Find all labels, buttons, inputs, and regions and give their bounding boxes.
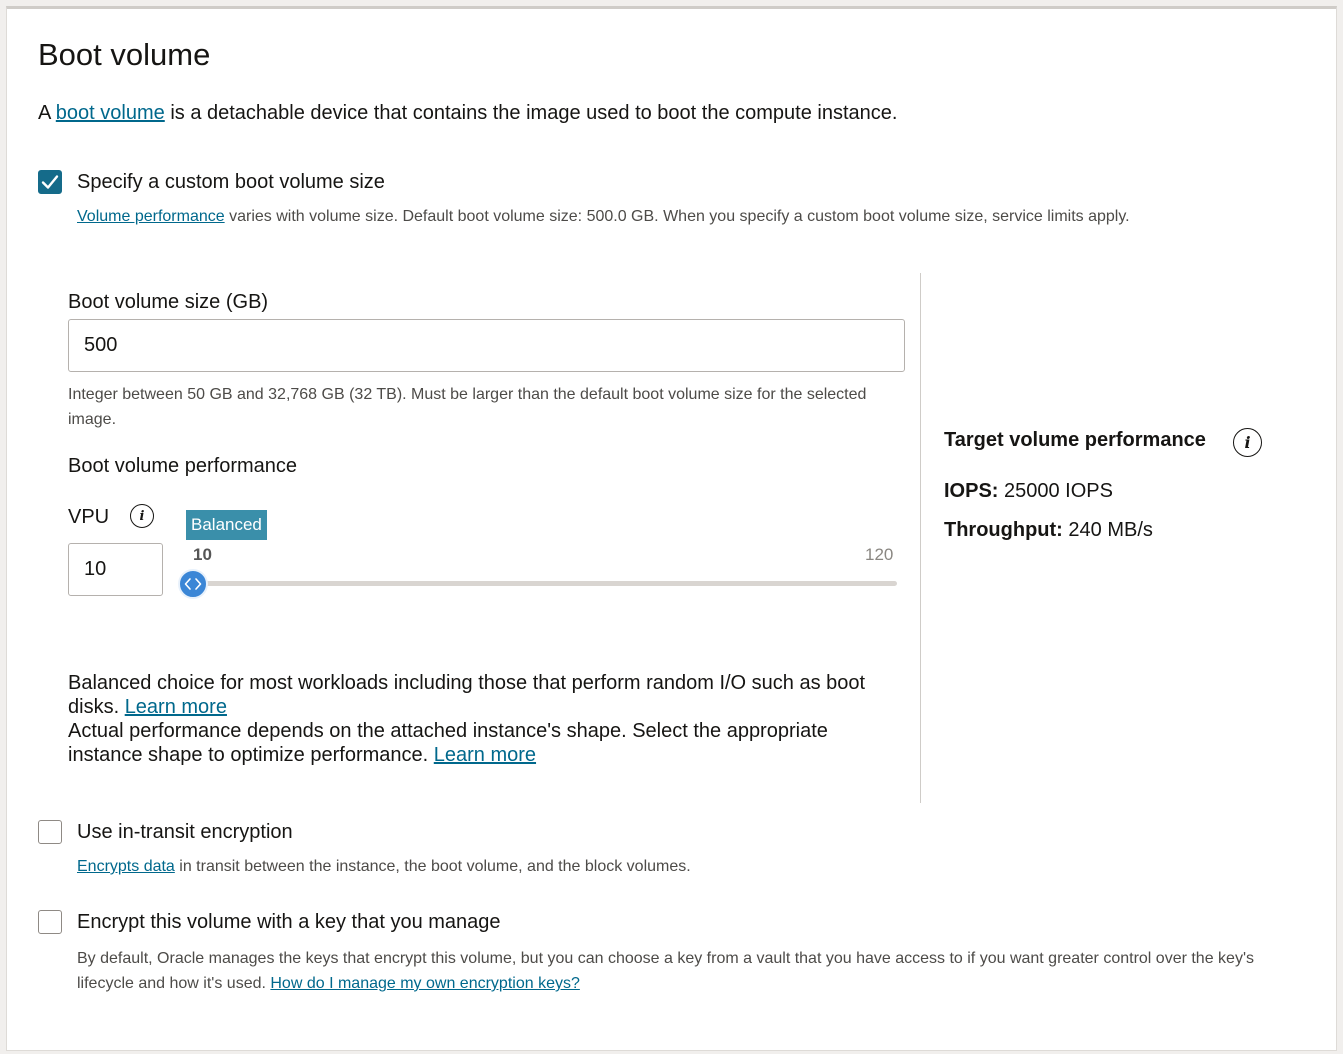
target-heading: Target volume performance [944,429,1206,451]
section-intro [38,102,897,125]
boot-volume-panel [6,6,1337,1051]
encrypts-data-link[interactable]: Encrypts data [77,858,175,875]
column-divider [920,273,921,803]
performance-desc-1 [68,671,898,719]
performance-desc-2 [68,719,898,767]
in-transit-help [77,858,691,876]
vpu-slider-handle[interactable] [178,569,208,599]
in-transit-label[interactable]: Use in-transit encryption [77,821,293,843]
volume-performance-link[interactable]: Volume performance [77,208,225,225]
iops-value: 25000 IOPS [998,480,1113,502]
throughput-value: 240 MB/s [1062,519,1153,541]
in-transit-help-text: in transit between the instance, the boot volume, and the block volumes. [174,858,691,875]
own-key-help-text: By default, Oracle manages the keys that encrypt this volume, but you can choose a key from a vault that you have access to if you want greater control over the key's lifecycle and how it's used. [77,950,1254,992]
learn-more-link-1[interactable]: Learn more [124,696,227,718]
vpu-slider-track[interactable] [193,581,897,586]
desc1-text: Balanced choice for most workloads including those that perform random I/O such as boot disks. [68,672,866,718]
learn-more-link-2[interactable]: Learn more [433,744,537,766]
manage-keys-link[interactable]: How do I manage my own encryption keys? [270,975,580,992]
boot-volume-size-input[interactable] [68,319,905,372]
section-title: Boot volume [38,37,211,72]
custom-size-help [77,208,1130,226]
desc2-text: Actual performance depends on the attached instance's shape. Select the appropriate instance shape to optimize performance. [68,720,828,766]
size-field-label: Boot volume size (GB) [68,291,269,313]
boot-volume-link[interactable]: boot volume [55,102,165,124]
custom-size-label[interactable]: Specify a custom boot volume size [77,171,385,193]
vpu-label: VPU [68,506,110,528]
slider-current-value: 10 [193,545,212,564]
size-field-help: Integer between 50 GB and 32,768 GB (32 TB). Must be larger than the default boot volume size for the selected image. [68,386,867,428]
vpu-input[interactable] [68,543,163,596]
intro-prefix: A [38,102,56,124]
intro-suffix: is a detachable device that contains the image used to boot the compute instance. [164,102,898,124]
throughput-row [944,519,1153,542]
own-key-checkbox[interactable] [38,910,62,934]
custom-size-help-text: varies with volume size. Default boot volume size: 500.0 GB. When you specify a custom boot volume size, service limits apply. [224,208,1130,225]
vpu-info-icon[interactable]: i [130,504,154,528]
custom-size-checkbox[interactable] [38,170,62,194]
own-key-help [77,946,1307,996]
slider-max-value: 120 [865,545,894,564]
iops-row [944,480,1113,503]
target-info-icon[interactable]: i [1233,428,1262,457]
in-transit-checkbox[interactable] [38,820,62,844]
own-key-label[interactable]: Encrypt this volume with a key that you manage [77,911,501,933]
checkmark-icon [39,171,61,193]
performance-heading: Boot volume performance [68,455,298,477]
throughput-label: Throughput: [944,519,1063,541]
performance-description [68,671,898,767]
iops-label: IOPS: [944,480,999,502]
slider-badge: Balanced [186,510,267,540]
slider-handle-icon [184,577,202,591]
